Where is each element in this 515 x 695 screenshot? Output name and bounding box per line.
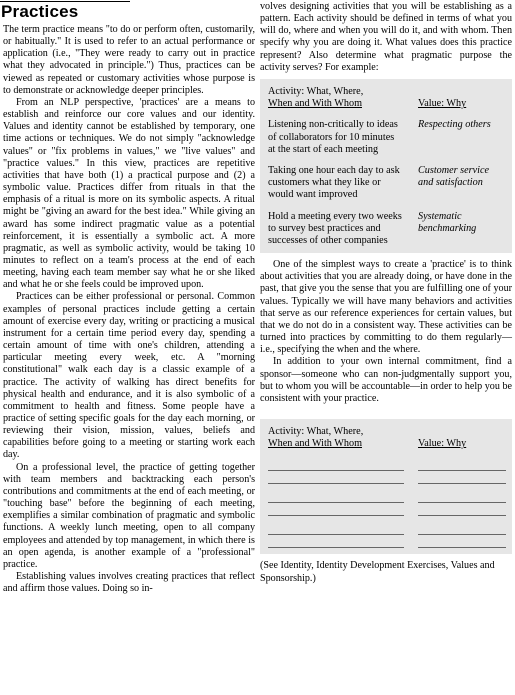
table-row	[268, 211, 506, 248]
table-row	[268, 119, 506, 156]
paragraph: One of the simplest ways to create a 'practice' is to think about activities that you are already doing, or have done in the past, that give you the sense that you are fulfilling one of your values. Typically we will have many behaviors and activities that serve as our reference experiences for certain values, but that we do not do in a consistent way. These activities can be turned into practices by committing to do them regularly—i.e., specifying the when and the where.	[260, 259, 512, 356]
value-header: Value: Why	[418, 438, 467, 450]
paragraph: Practices can be either professional or personal. Common examples of personal practices include getting a certain amount of exercise every day, writing or practicing a musical instrument for a certain time period every day, spending a certain amount of time with one's children, attending a particular meeting every week, etc. A "morning constitutional" walk each day is a classic example of a practice. The activity of walking has direct benefits for physical health and endurance, and it is also symbolic of a commitment to health and fitness. Some people have a practice of setting specific goals for the day each morning, or reviewing their vision, mission, values, beliefs and capabilities before going to a meeting or starting work each day.	[3, 291, 255, 461]
paragraph: On a professional level, the practice of getting together with team members and backtracking each person's contributions and commitments at the end of each meeting, or "touching base" before the beginning of each meeting, exemplifies a similar combination of pragmatic and symbolic functions. A weekly lunch meeting, open to all company employees and attended by top management, in which there is an open agenda, is another example of a "professional" practice.	[3, 461, 255, 570]
page-title: Practices	[1, 2, 79, 21]
table-header	[268, 426, 506, 450]
paragraph: In addition to your own internal commitment, find a sponsor—someone who can non-judgmentally support you, but to whom you will be accountable—in order to help you be consistent with your practice.	[260, 356, 512, 404]
worksheet-table	[260, 419, 512, 554]
paragraph: volves designing activities that you will be establishing as a pattern. Each activity should be defined in terms of what you will do, where and when you will do it, and with whom. Then specify why you are doing it. What values does this practice represent? Also determine what pragmatic purpose the activity serves? For example:	[260, 1, 512, 73]
value-cell: Respecting others	[418, 119, 491, 131]
activity-cell: Taking one hour each day to ask customers what they like or would want improved	[268, 164, 400, 201]
blank-row	[268, 458, 506, 484]
blank-row	[268, 490, 506, 516]
example-table	[260, 79, 512, 253]
value-header: Value: Why	[418, 98, 467, 110]
value-blank	[418, 535, 506, 548]
table-row	[268, 165, 506, 202]
activity-blank	[268, 458, 404, 471]
activity-header-line2: When and With Whom	[268, 98, 362, 110]
activity-blank	[268, 490, 404, 503]
value-blank	[418, 490, 506, 503]
table-header	[268, 86, 506, 110]
activity-header-line2: When and With Whom	[268, 438, 362, 450]
paragraph: Establishing values involves creating practices that reflect and affirm those values. Doing so in-	[3, 571, 255, 595]
activity-header: Activity: What, Where,	[268, 426, 364, 438]
activity-blank	[268, 503, 404, 516]
paragraph: From an NLP perspective, 'practices' are a means to establish and reinforce our core values and our identity. Values and identity cannot be established by temporary, one time actions or techniques. We do not simply "acknowledge values" or "fix problems in values," we "live values" and "practice values." In this view, practices are repetitive activities that have both (1) a practical purpose and (2) a symbolic value. Practices differ from rituals in that the emphasis of a ritual is more on its symbolic aspects. A ritual might be "giving an award for the best idea." While giving an award has some indirect pragmatic value as a potential reinforcement, it is essentially a symbolic act. A more pragmatic, as well as symbolic activity, would be taking 10 minutes to reflect on a team's process at the end of each meeting, having each team member say what he or she liked and what he or she feels could be improved upon.	[3, 96, 255, 291]
value-cell: Customer service and satisfaction	[418, 164, 490, 189]
right-column	[260, 1, 512, 585]
paragraph: The term practice means "to do or perform often, customarily, or habitually." It is used to refer to an actual performance or application (i.e., "They were ready to carry out in practice what they advocated in principle.") Thus, practices can be viewed as repeated or customary activities whose purpose is to demonstrate or acknowledge deeper principles.	[3, 24, 255, 96]
value-blank	[418, 458, 506, 471]
activity-blank	[268, 535, 404, 548]
activity-blank	[268, 522, 404, 535]
value-cell: Systematic benchmarking	[418, 210, 477, 234]
activity-cell: Hold a meeting every two weeks to survey best practices and successes of other companies	[268, 210, 402, 246]
activity-cell: Listening non-critically to ideas of collaborators for 10 minutes at the start of each meeting	[268, 119, 398, 155]
value-blank	[418, 522, 506, 535]
left-column	[3, 24, 255, 595]
value-blank	[418, 471, 506, 484]
blank-row	[268, 522, 506, 548]
value-blank	[418, 503, 506, 516]
see-also-note: (See Identity, Identity Development Exercises, Values and Sponsorship.)	[260, 560, 495, 584]
activity-blank	[268, 471, 404, 484]
activity-header: Activity: What, Where,	[268, 85, 364, 97]
